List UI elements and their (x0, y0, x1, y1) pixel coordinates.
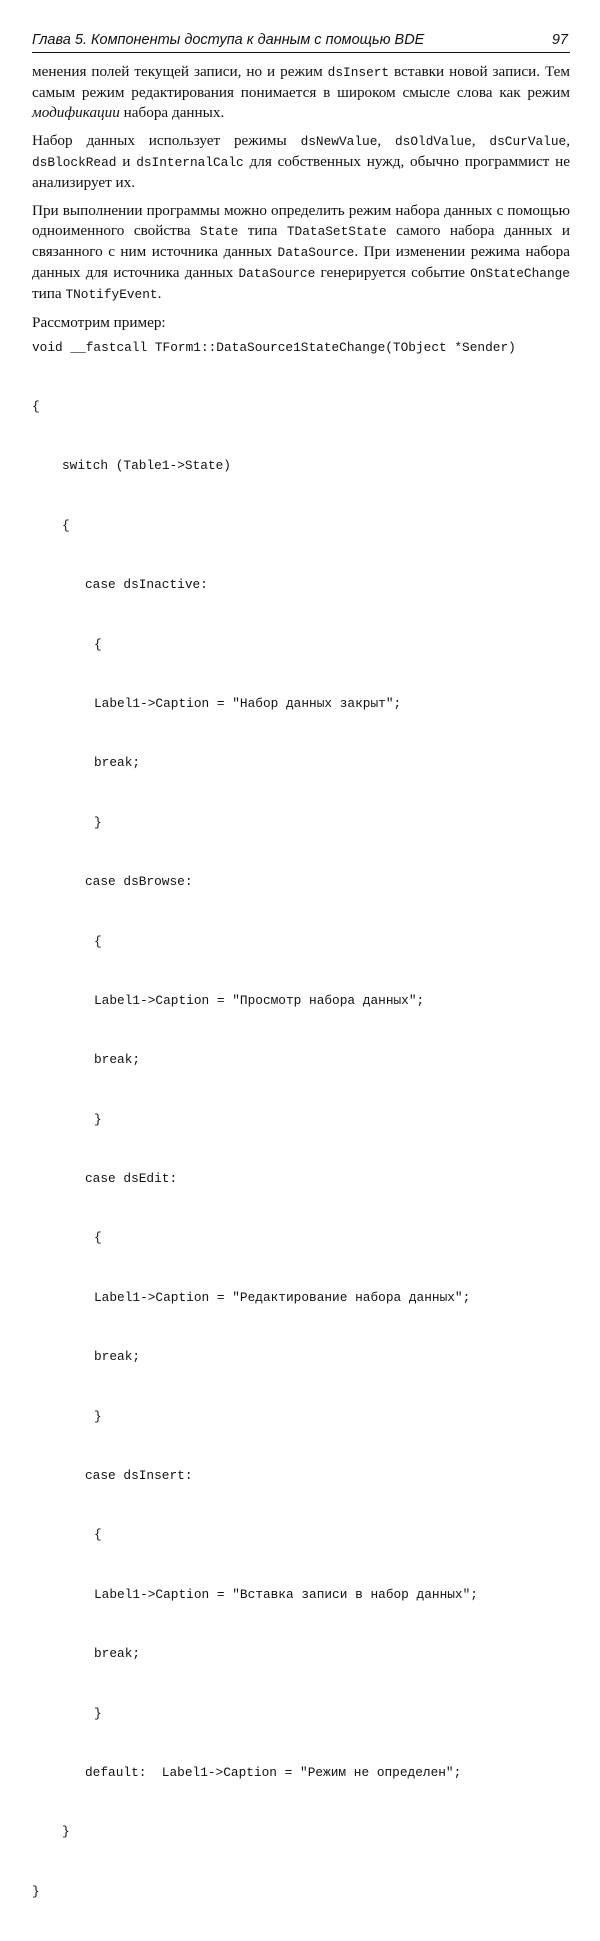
inline-code: dsBlockRead (32, 155, 117, 170)
inline-code: TNotifyEvent (65, 287, 158, 302)
code-line: case dsBrowse: (85, 874, 193, 890)
page-number: 97 (551, 32, 568, 48)
code-line: Label1->Caption = "Набор данных закрыт"; (94, 695, 402, 711)
text-run: Набор данных использует режимы (32, 132, 301, 149)
code-line: break; (94, 1349, 141, 1365)
text-run: , (566, 132, 571, 149)
text-run: вставки новой записи. Тем самым режим редактирования понимается в широком смысле слова как режим (32, 63, 570, 101)
inline-code: dsInsert (327, 65, 390, 80)
code-line: case dsInactive: (85, 577, 208, 593)
text-run: , (471, 132, 490, 149)
code-line: Label1->Caption = "Вставка записи в набор данных"; (94, 1586, 478, 1602)
code-line: } (94, 1111, 102, 1127)
text-run: генерируется событие (315, 264, 471, 281)
inline-code: OnStateChange (470, 266, 570, 281)
inline-code: dsCurValue (489, 134, 567, 149)
code-line: void __fastcall TForm1::DataSource1StateChange(TObject *Sender) (32, 339, 516, 355)
code-line: break; (94, 755, 141, 771)
code-line: default: Label1->Caption = "Режим не определен"; (85, 1764, 462, 1780)
code-line: { (62, 517, 70, 533)
text-run: самого набора данных и связанного с ним источника данных (32, 222, 570, 260)
code-line: break; (94, 1052, 141, 1068)
code-line: { (94, 933, 102, 949)
text-run: . (157, 285, 162, 302)
text-run: набора данных. (119, 104, 225, 121)
code-line: { (94, 1230, 102, 1246)
code-line: break; (94, 1646, 141, 1662)
inline-code: DataSource (238, 266, 316, 281)
text-run: При выполнении программы можно определить режим набора данных с помощью одноименного свойства (32, 202, 570, 239)
code-line: switch (Table1->State) (62, 458, 231, 474)
code-line: Label1->Caption = "Просмотр набора данных"; (94, 992, 425, 1008)
text-run: , (377, 132, 395, 149)
inline-code: State (199, 224, 239, 239)
code-line: } (32, 1883, 40, 1899)
code-line: { (32, 398, 40, 414)
code-line: Label1->Caption = "Редактирование набора данных"; (94, 1289, 471, 1305)
inline-code: dsInternalCalc (136, 155, 244, 170)
emphasis: модификации (32, 104, 120, 121)
text-run: типа (32, 285, 66, 302)
code-line: case dsInsert: (85, 1468, 193, 1484)
inline-code: dsNewValue (300, 134, 378, 149)
code-line: } (94, 1705, 102, 1721)
code-line: } (94, 1408, 102, 1424)
text-run: . При изменении режима набора данных для источника данных (32, 243, 570, 281)
paragraph-3 (32, 201, 570, 305)
text-run: для собственных нужд, обычно программист не анализирует их. (32, 153, 570, 191)
running-header (32, 30, 570, 53)
code-line: } (94, 814, 102, 830)
chapter-title: Глава 5. Компоненты доступа к данным с помощью BDE (32, 32, 425, 48)
text-run: типа (238, 222, 287, 239)
code-line: } (62, 1824, 70, 1840)
inline-code: DataSource (277, 245, 355, 260)
paragraph-4: Рассмотрим пример: (32, 314, 166, 331)
text-run: менения полей текущей записи, но и режим (32, 63, 328, 80)
paragraph-1 (32, 62, 570, 123)
paragraph-2 (32, 131, 570, 193)
inline-code: dsOldValue (395, 134, 472, 149)
text-run: и (116, 153, 137, 170)
code-line: case dsEdit: (85, 1171, 178, 1187)
code-listing (32, 298, 572, 1941)
code-line: { (94, 1527, 102, 1543)
code-line: { (94, 636, 102, 652)
inline-code: TDataSetState (286, 224, 387, 239)
